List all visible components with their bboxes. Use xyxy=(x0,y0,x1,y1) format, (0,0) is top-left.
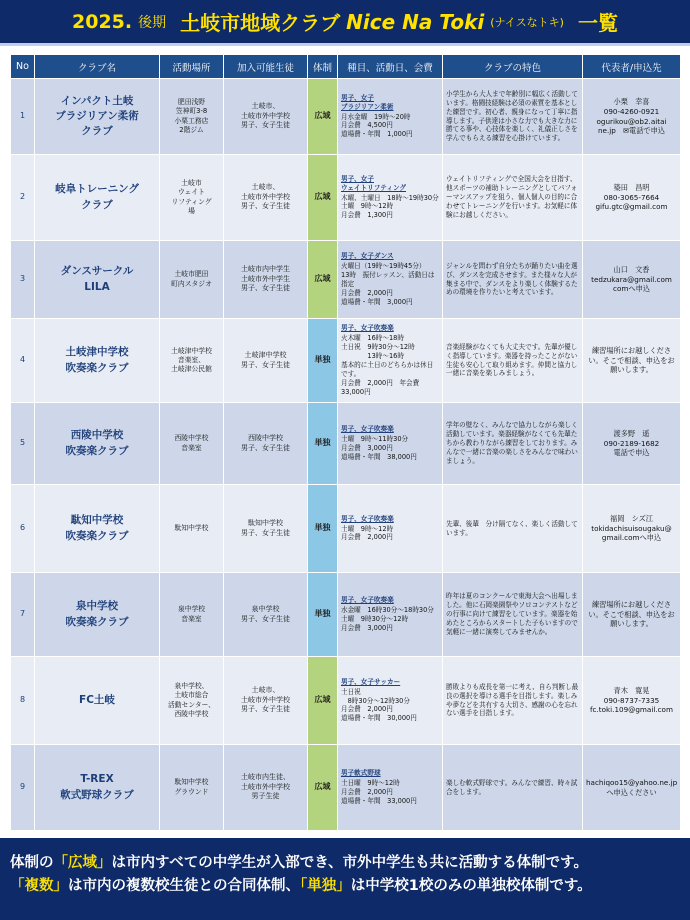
club-name: 岐阜トレーニング クラブ xyxy=(35,155,160,241)
activity-schedule-fee: 土曜 9時〜11時30分 月会費 3,000円 道場費・年間 38,000円 xyxy=(341,435,417,461)
table-row xyxy=(11,241,681,319)
activity-details xyxy=(338,745,443,831)
header-title-en: Nice Na Toki xyxy=(346,9,485,34)
representative-contact: 渡多野 遥 090-2189-1682 電話で申込 xyxy=(583,403,681,485)
club-system-badge: 単独 xyxy=(308,485,338,573)
table-header-row xyxy=(11,55,681,79)
club-system-badge: 単独 xyxy=(308,573,338,657)
activity-schedule-fee: 火木曜 16時〜18時 土日祝 9時30分〜12時 13時〜16時 基本的に土日のどちらかは休日です。 月会費 2,000円 年会費 33,000円 xyxy=(341,334,434,396)
representative-contact: 築田 昌明 080-3065-7664 gifu.gtc@gmail.com xyxy=(583,155,681,241)
activity-place: 西陵中学校 音楽室 xyxy=(160,403,224,485)
eligible-students: 土岐市、 土岐市外中学校 男子、女子生徒 xyxy=(224,79,308,155)
table-row xyxy=(11,319,681,403)
row-number: 1 xyxy=(11,79,35,155)
activity-schedule-fee: 木曜、土曜日 18時〜19時30分 土曜 9時〜12時 月会費 1,300円 xyxy=(341,193,439,220)
column-header-type: 体制 xyxy=(308,55,338,79)
club-name: FC土岐 xyxy=(35,657,160,745)
eligible-students: 土岐市、 土岐市外中学校 男子、女子生徒 xyxy=(224,657,308,745)
activity-details xyxy=(338,155,443,241)
club-name: インパクト土岐 ブラジリアン柔術 クラブ xyxy=(35,79,160,155)
eligible-students: 駄知中学校 男子、女子生徒 xyxy=(224,485,308,573)
activity-place: 土岐市 ウェイト リフティング 場 xyxy=(160,155,224,241)
club-name: 泉中学校 吹奏楽クラブ xyxy=(35,573,160,657)
club-genre: 男子、女子吹奏楽 xyxy=(341,324,394,333)
activity-details xyxy=(338,403,443,485)
club-features: 楽しむ軟式野球です。みんなで練習、時々試合をします。 xyxy=(443,745,583,831)
table-row xyxy=(11,155,681,241)
table-body xyxy=(11,79,681,831)
eligible-students: 土岐市内中学生 土岐市外中学生 男子、女子生徒 xyxy=(224,241,308,319)
column-header-activity: 種目、活動日、会費 xyxy=(338,55,443,79)
eligible-students: 土岐津中学校 男子、女子生徒 xyxy=(224,319,308,403)
club-features: 小学生から大人まで年齢別に幅広く活動しています。格闘技経験は必須の素質を基本とした練習です。初心者、親身になって丁寧に指導します。子供達は小さな力でも大きな力に勝てる事や、心技体を楽しく、礼儀正しさを学んでもらえる練習を心掛けています。 xyxy=(443,79,583,155)
club-name: 駄知中学校 吹奏楽クラブ xyxy=(35,485,160,573)
column-header-club-name: クラブ名 xyxy=(35,55,160,79)
activity-place: 肥田浅野 笠神町3-8 小栗工務店 2階ジム xyxy=(160,79,224,155)
club-name: 西陵中学校 吹奏楽クラブ xyxy=(35,403,160,485)
activity-details xyxy=(338,79,443,155)
representative-contact: 練習場所にお越しください。そこで相談、申込をお願いします。 xyxy=(583,573,681,657)
footer-line-2 xyxy=(10,875,680,898)
column-header-representative: 代表者/申込先 xyxy=(583,55,681,79)
row-number: 7 xyxy=(11,573,35,657)
row-number: 5 xyxy=(11,403,35,485)
footer-highlight-wide: 「広域」 xyxy=(53,855,112,871)
activity-schedule-fee: 土日曜 9時〜12時 月会費 2,000円 道場費・年間 33,000円 xyxy=(341,779,417,805)
club-features: 先輩、後輩 分け隔てなく、楽しく活動しています。 xyxy=(443,485,583,573)
row-number: 4 xyxy=(11,319,35,403)
row-number: 6 xyxy=(11,485,35,573)
representative-contact: 福岡 シズ江 tokidachisuisougaku@ gmail.comへ申込 xyxy=(583,485,681,573)
activity-schedule-fee: 水金曜 16時30分〜18時30分 土曜 9時30分〜12時 月会費 3,000円 xyxy=(341,606,434,632)
footer-text: は市内の複数校生徒との合同体制、 xyxy=(68,878,300,895)
table-row xyxy=(11,745,681,831)
activity-schedule-fee: 火曜日（19時〜19時45分） 13時 振付レッスン、活動日は指定 月会費 2,000円 道場費・年間 3,000円 xyxy=(341,262,435,306)
table-row xyxy=(11,79,681,155)
club-system-badge: 単独 xyxy=(308,319,338,403)
eligible-students: 土岐市内生徒、 土岐市外中学校 男子生徒 xyxy=(224,745,308,831)
representative-contact: 山口 文香 tedzukara@gmail.com comへ申込 xyxy=(583,241,681,319)
table-row xyxy=(11,573,681,657)
activity-place: 土岐津中学校 音楽室、 土岐津公民館 xyxy=(160,319,224,403)
club-system-badge: 広域 xyxy=(308,155,338,241)
table-row xyxy=(11,657,681,745)
club-genre: 男子軟式野球 xyxy=(341,769,381,778)
header-title-suffix: 一覧 xyxy=(577,11,618,35)
club-genre: 男子、女子 ブラジリアン柔術 xyxy=(341,93,394,111)
club-name: ダンスサークル LILA xyxy=(35,241,160,319)
page-header xyxy=(0,0,690,46)
row-number: 2 xyxy=(11,155,35,241)
header-year: 2025. xyxy=(72,10,133,33)
activity-schedule-fee: 土日祝 8時30分〜12時30分 月会費 2,000円 道場費・年間 30,000円 xyxy=(341,687,417,723)
activity-schedule-fee: 月水金曜 19時〜20時 月会費 4,500円 道場費・年間 1,000円 xyxy=(341,112,413,139)
club-genre: 男子、女子吹奏楽 xyxy=(341,596,394,605)
representative-contact: 練習場所にお越しください。そこで相談、申込をお願いします。 xyxy=(583,319,681,403)
activity-schedule-fee: 土曜 9時〜12時 月会費 2,000円 xyxy=(341,524,394,542)
club-features: 勝敗よりも成長を第一に考え、自ら判断し最良の選択を導ける選手を目指します。楽しみや夢などを共有する大切さ、感謝の心を忘れない選手を目指します。 xyxy=(443,657,583,745)
club-name: 土岐津中学校 吹奏楽クラブ xyxy=(35,319,160,403)
representative-contact: hachiqoo15@yahoo.ne.jp へ申込ください xyxy=(583,745,681,831)
club-genre: 男子、女子 ウェイトリフティング xyxy=(341,174,407,192)
activity-details xyxy=(338,319,443,403)
club-genre: 男子、女子吹奏楽 xyxy=(341,425,394,434)
club-table xyxy=(10,54,681,831)
header-title: 土岐市地域クラブ xyxy=(180,11,341,35)
club-system-badge: 広域 xyxy=(308,79,338,155)
club-genre: 男子、女子ダンス xyxy=(341,252,394,261)
footer-line-1 xyxy=(10,852,680,875)
club-system-badge: 広域 xyxy=(308,241,338,319)
footer-highlight-multiple: 「複数」 xyxy=(10,878,68,895)
club-genre: 男子、女子吹奏楽 xyxy=(341,514,394,523)
club-system-badge: 広域 xyxy=(308,745,338,831)
club-features: ジャンルを問わず自分たちが踊りたい曲を選び、ダンスを完成させます。また様々な人が集まる中で、ダンスをより楽しく体験するための環境を作りたいと考えています。 xyxy=(443,241,583,319)
footer-text: は市内すべての中学生が入部でき、市外中学生も共に活動する体制です。 xyxy=(111,855,588,871)
representative-contact: 小栗 幸喜 090-4260-0921 ogurikou@ob2.aitai ne.jp ✉電話で申込 xyxy=(583,79,681,155)
activity-place: 駄知中学校 グラウンド xyxy=(160,745,224,831)
club-features: ウェイトリフティングで全国大会を目指す、他スポーツの補助トレーニングとしてパフォーマンスアップを狙う、個人個人の目的に合わせてトレーニングを行います。お気軽に体験にお越しください。 xyxy=(443,155,583,241)
eligible-students: 西陵中学校 男子、女子生徒 xyxy=(224,403,308,485)
representative-contact: 青木 寛晃 090-8737-7335 fc.toki.109@gmail.com xyxy=(583,657,681,745)
column-header-place: 活動場所 xyxy=(160,55,224,79)
table-row xyxy=(11,485,681,573)
club-system-badge: 広域 xyxy=(308,657,338,745)
club-features: 音楽経験がなくても大丈夫です。先輩が優しく指導しています。楽器を持ったことがない生徒も安心して取り組めます。仲間と協力し一緒に音楽を楽しみましょう。 xyxy=(443,319,583,403)
club-features: 昨年は夏のコンクールで東海大会へ出場しました。他に石岡楽園祭やソロコンテストなどの行事に向けて練習をしています。楽器を始めたところからスタートした子もいますので気軽に一緒に演奏してみませんか。 xyxy=(443,573,583,657)
column-header-features: クラブの特色 xyxy=(443,55,583,79)
row-number: 8 xyxy=(11,657,35,745)
header-term: 後期 xyxy=(138,14,167,31)
club-table-wrapper xyxy=(10,54,680,834)
column-header-eligible: 加入可能生徒 xyxy=(224,55,308,79)
row-number: 3 xyxy=(11,241,35,319)
column-header-no: No xyxy=(11,55,35,79)
table-row xyxy=(11,403,681,485)
activity-details xyxy=(338,573,443,657)
eligible-students: 土岐市、 土岐市外中学校 男子、女子生徒 xyxy=(224,155,308,241)
eligible-students: 泉中学校 男子、女子生徒 xyxy=(224,573,308,657)
activity-details xyxy=(338,241,443,319)
activity-place: 駄知中学校 xyxy=(160,485,224,573)
club-genre: 男子、女子サッカー xyxy=(341,677,401,686)
footer-highlight-single: 「単独」 xyxy=(300,878,351,895)
footer-text: 体制の xyxy=(10,855,54,871)
row-number: 9 xyxy=(11,745,35,831)
activity-details xyxy=(338,485,443,573)
activity-place: 土岐市肥田 町内スタジオ xyxy=(160,241,224,319)
activity-place: 泉中学校 音楽室 xyxy=(160,573,224,657)
footer-note xyxy=(0,838,690,920)
activity-details xyxy=(338,657,443,745)
footer-text: は中学校1校のみの単独校体制です。 xyxy=(350,878,592,895)
activity-place: 泉中学校、 土岐市総合 活動センター、 西陵中学校 xyxy=(160,657,224,745)
club-system-badge: 単独 xyxy=(308,403,338,485)
club-features: 学年の壁なく、みんなで協力しながら楽しく活動しています。楽器経験がなくても先輩たちから教わりながら練習をしております。みんなで一緒に音楽の楽しさをみんなで味わいましょう。 xyxy=(443,403,583,485)
header-title-kana: (ナイスなトキ) xyxy=(490,15,564,29)
club-name: T-REX 軟式野球クラブ xyxy=(35,745,160,831)
